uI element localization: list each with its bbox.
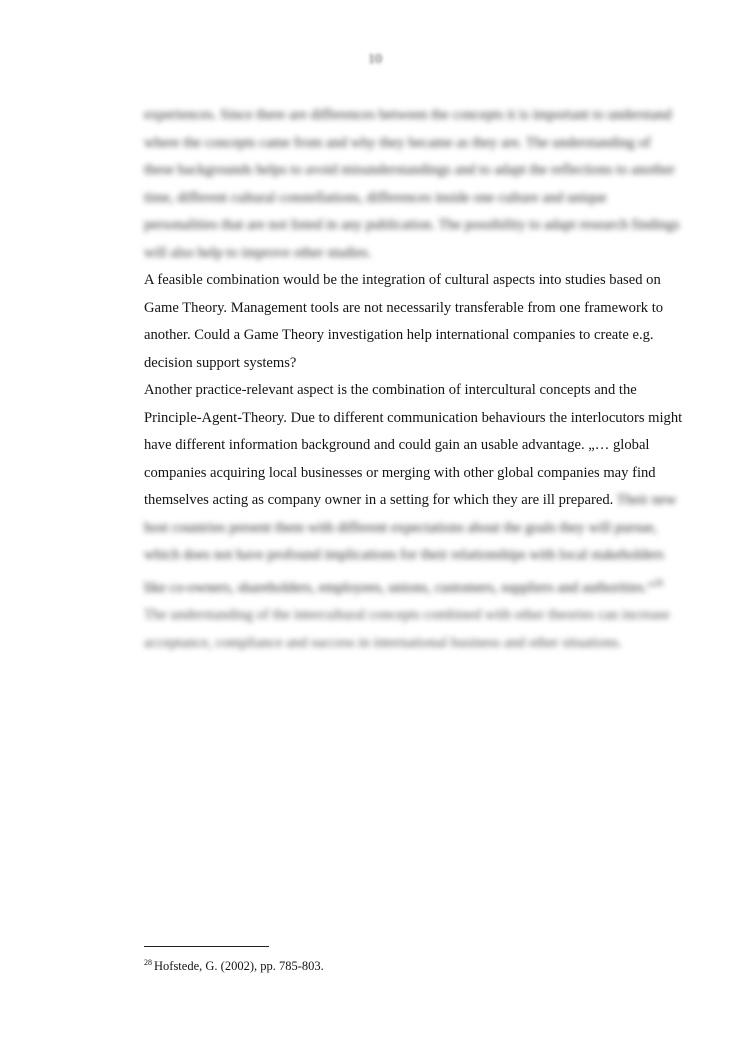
paragraph-3-quote: Their new host countries present them with different expectations about the goals they will pursue, which does not have profound implications for their relationships with local stakeholders like co-owners, shareholders, employees, unions, customers, suppliers and authorities.“: [144, 492, 677, 596]
page-number: 10: [368, 52, 382, 67]
footnote-text: Hofstede, G. (2002), pp. 785-803.: [154, 959, 324, 973]
paragraph-2: A feasible combination would be the integration of cultural aspects into studies based on Game Theory. Management tools are not necessarily transferable from one framework to another. Could a Game Theory investigation help international companies to create e.g. decision support systems?: [144, 272, 664, 371]
footnote: [144, 958, 324, 974]
paragraph-3-clear-text: Another practice-relevant aspect is the combination of intercultural concepts and the Principle-Agent-Theory. Due to different communication behaviours the interlocutors might have different information background and could gain an usable advantage. „… global companies acquiring local businesses or merging with other global companies may find themselves acting as company owner in a setting for which they are ill prepared.: [144, 382, 683, 508]
paragraph-3: [144, 377, 684, 602]
footnote-divider: [144, 946, 269, 947]
body-text: [144, 102, 684, 657]
paragraph-1: experiences. Since there are differences between the concepts it is important to understand where the concepts came from and why they became as they are. The understanding of these backgrounds helps to avoid misunderstandings and to adapt the reflections to another time, different cultural constellations, differences inside one culture and unique personalities that are not listed in any publication. The possibility to adapt research findings will also help to improve other studies.: [144, 107, 680, 261]
footnote-number: 28: [144, 958, 152, 967]
paragraph-4: The understanding of the intercultural concepts combined with other theories can increase acceptance, compliance and success in international business and other situations.: [144, 607, 670, 651]
footnote-reference: 28: [653, 577, 663, 588]
